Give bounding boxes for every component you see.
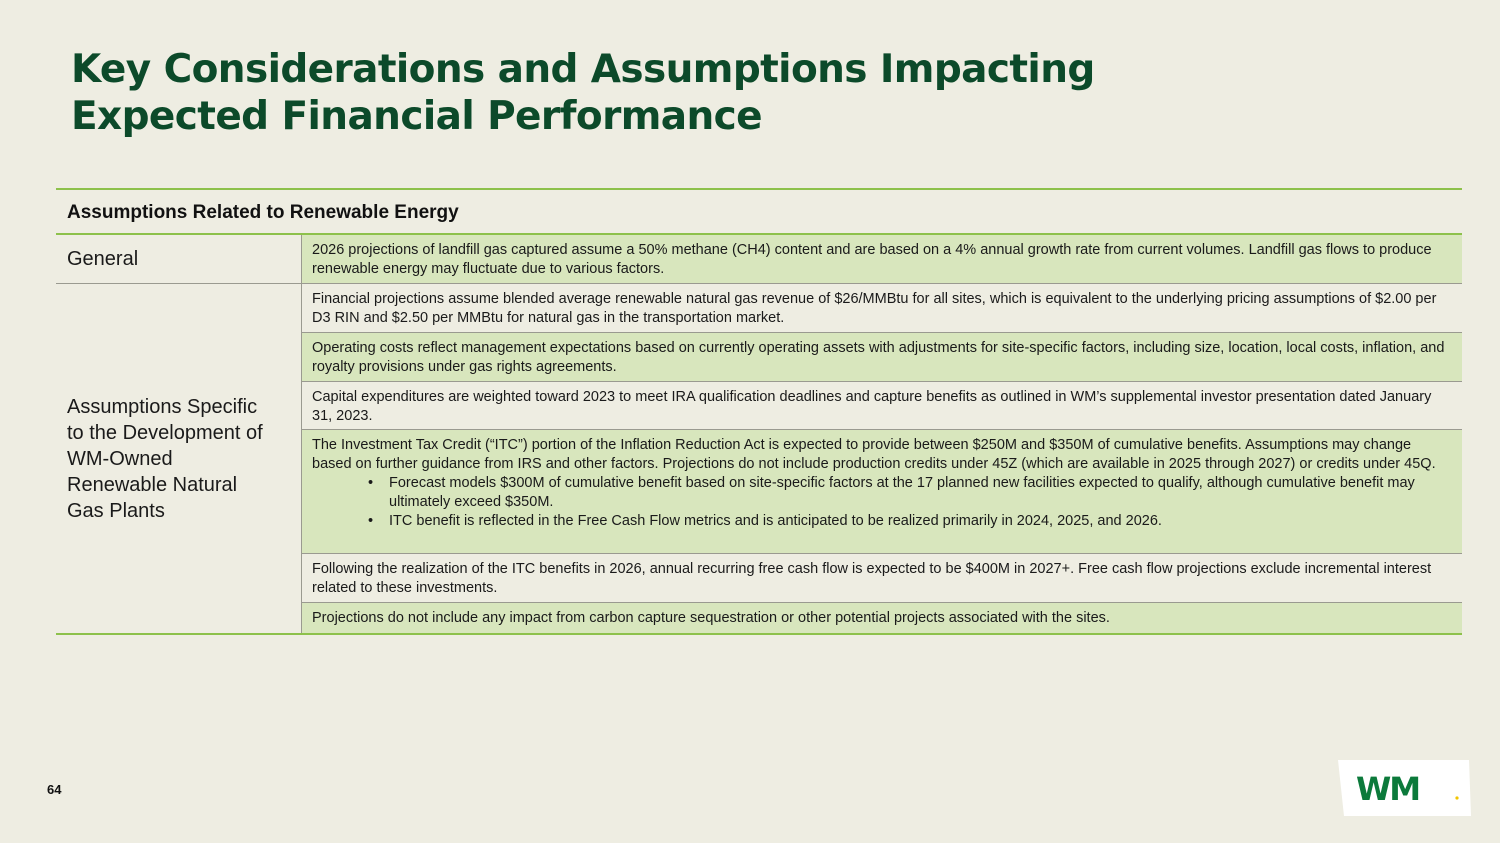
label-line: Gas Plants [67,499,165,522]
table-row-general [56,235,1462,284]
general-text-cell: 2026 projections of landfill gas captured assume a 50% methane (CH4) content and are based on a 4% annual growth rate from current volumes. Landfill gas flows to produce renewable energy may fluctuate due to various factors. [302,235,1462,283]
itc-bullet-list [312,474,1448,531]
assumption-cell-revenue: Financial projections assume blended average renewable natural gas revenue of $26/MMBtu for all sites, which is equivalent to the underlying pricing assumptions of $2.00 per D3 RIN and $2.50 per MMBtu for natural gas in the transportation market. [302,284,1462,333]
label-line: Assumptions Specific [67,395,258,418]
row-label-general: General [56,235,302,283]
assumption-cell-carbon-capture: Projections do not include any impact from carbon capture sequestration or other potential projects associated with the sites. [302,603,1462,633]
logo-dot-icon [1455,796,1458,799]
page-number: 64 [47,782,62,797]
assumption-cell-operating-costs: Operating costs reflect management expectations based on currently operating assets with adjustments for site-specific factors, including size, location, local costs, inflation, and royalty provisions under gas rights agreements. [302,333,1462,382]
assumption-cell-itc [302,430,1462,554]
row-label-specific [56,284,302,633]
itc-bullet: • Forecast models $300M of cumulative benefit based on site-specific factors at the 17 planned new facilities expected to qualify, although cumulative benefit may ultimately exceed $350M. [368,474,1448,512]
assumption-cell-capex: Capital expenditures are weighted toward 2023 to meet IRA qualification deadlines and capture benefits as outlined in WM’s supplemental investor presentation dated January 31, 2023. [302,382,1462,430]
label-line: Renewable Natural [67,473,238,496]
page-title-line-1: Key Considerations and Assumptions Impacting [71,47,1095,92]
page-title [71,46,1095,140]
itc-bullet: • ITC benefit is reflected in the Free Cash Flow metrics and is anticipated to be realized primarily in 2024, 2025, and 2026. [368,512,1448,531]
wm-logo [1336,760,1471,816]
label-line: WM-Owned [67,447,173,470]
section-header: Assumptions Related to Renewable Energy [56,190,1462,235]
assumption-cell-free-cash-flow: Following the realization of the ITC benefits in 2026, annual recurring free cash flow is expected to be $400M in 2027+. Free cash flow projections exclude incremental interest related to these investments. [302,554,1462,603]
assumptions-table [56,188,1462,635]
page-title-line-2: Expected Financial Performance [71,94,763,139]
label-line: to the Development of [67,421,263,444]
logo-text: WM [1356,770,1420,808]
table-row-specific [56,284,1462,633]
itc-text: The Investment Tax Credit (“ITC”) portion of the Inflation Reduction Act is expected to provide between $250M and $350M of cumulative benefits. Assumptions may change based on further guidance from IRS and other factors. Projections do not include production credits under 45Z (which are available in 2025 through 2027) or credits under 45Q. [312,437,1436,472]
